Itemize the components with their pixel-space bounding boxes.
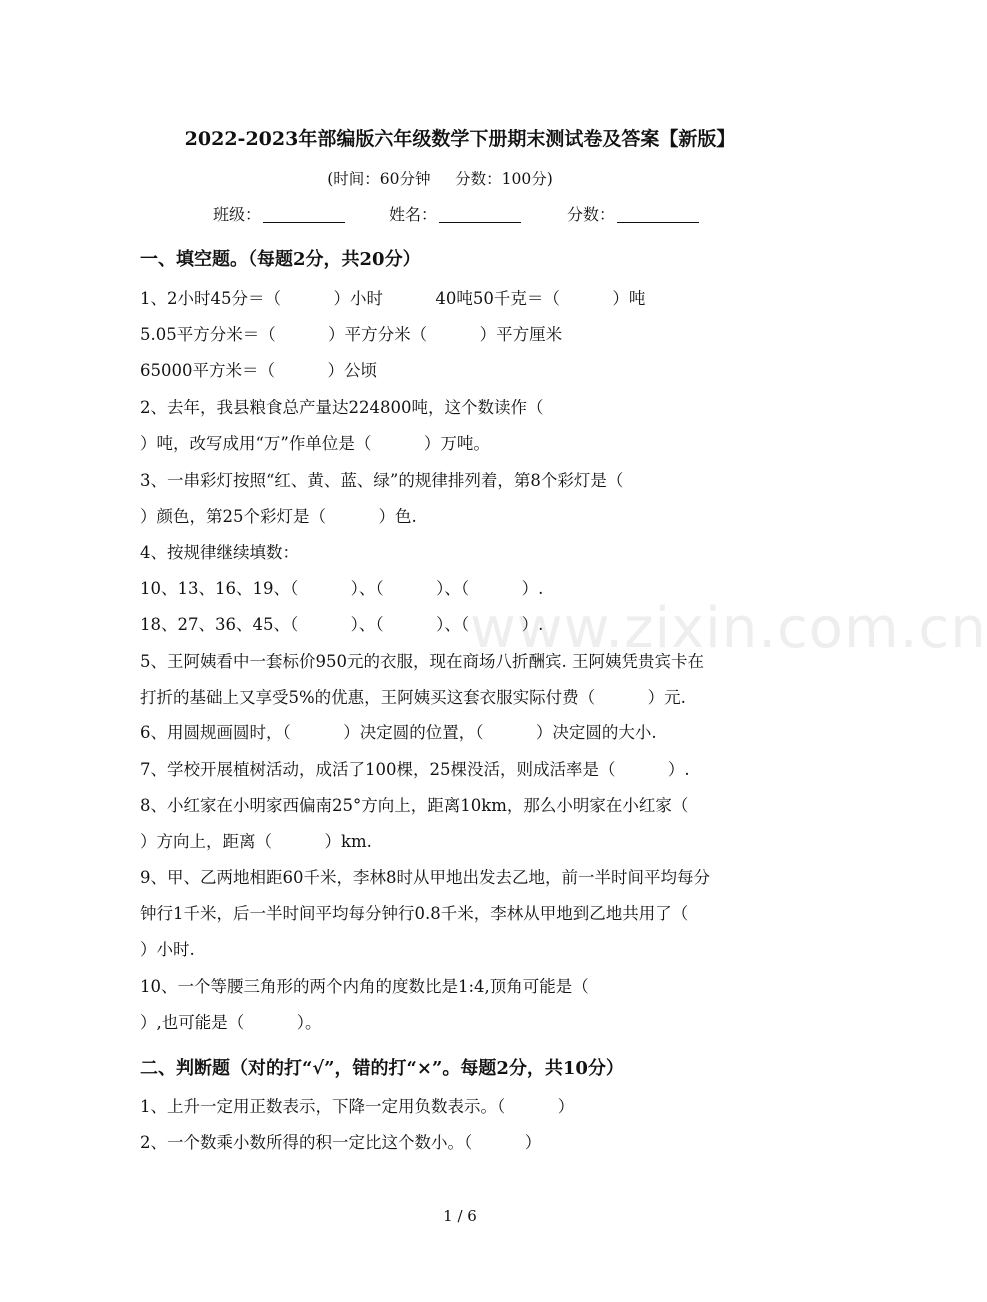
name-field [389,202,521,225]
question-line: ）小时. [140,940,195,959]
question-line: 18、27、36、45、（ ）、（ ）、（ ）. [140,615,544,634]
question-line: 钟行1千米，后一半时间平均每分钟行0.8千米，李林从甲地到乙地共用了（ [140,904,689,923]
class-field [213,202,345,225]
question-line: 8、小红家在小明家西偏南25°方向上，距离10km，那么小明家在小红家（ [140,796,689,815]
name-label: 姓名： [389,205,438,224]
question-line: 4、按规律继续填数： [140,543,299,562]
question-line: 7、学校开展植树活动，成活了100棵，25棵没活，则成活率是（ ）. [140,760,690,779]
question-line: 1、上升一定用正数表示，下降一定用负数表示。（ ） [140,1097,575,1116]
exam-time-and-score: (时间：60分钟 分数：100分) [327,170,553,188]
question-line: 打折的基础上又享受5%的优惠，王阿姨买这套衣服实际付费（ ）元. [140,688,686,707]
class-label: 班级： [213,205,262,224]
question-line: 2、一个数乘小数所得的积一定比这个数小。（ ） [140,1133,542,1152]
page-number: 1 / 6 [443,1207,477,1225]
question-line: ）方向上，距离（ ）km. [140,832,372,851]
score-label: 分数： [567,205,616,224]
question-line: ）,也可能是（ ）。 [140,1013,322,1032]
question-line: 5、王阿姨看中一套标价950元的衣服，现在商场八折酬宾. 王阿姨凭贵宾卡在 [140,652,704,671]
question-line: 10、13、16、19、（ ）、（ ）、（ ）. [140,579,544,598]
name-blank [439,206,521,223]
question-line: 1、2小时45分＝（ ）小时 40吨50千克＝（ ）吨 [140,289,646,308]
section-2-heading: 二、判断题（对的打“√”，错的打“×”。每题2分，共10分） [140,1058,624,1079]
watermark: www.zixin.com.cn [470,596,987,661]
question-line: 6、用圆规画圆时，（ ）决定圆的位置，（ ）决定圆的大小. [140,723,657,742]
score-blank [617,206,699,223]
section-1-heading: 一、填空题。（每题2分，共20分） [140,249,421,270]
question-line: 65000平方米＝（ ）公顷 [140,361,377,380]
document-title: 2022-2023年部编版六年级数学下册期末测试卷及答案【新版】 [184,128,736,150]
question-line: 3、一串彩灯按照“红、黄、蓝、绿”的规律排列着，第8个彩灯是（ [140,471,624,490]
question-line: ）吨，改写成用“万”作单位是（ ）万吨。 [140,434,490,453]
question-line: 2、去年，我县粮食总产量达224800吨，这个数读作（ [140,398,544,417]
class-blank [263,206,345,223]
question-line: ）颜色，第25个彩灯是（ ）色. [140,507,417,526]
question-line: 5.05平方分米＝（ ）平方分米（ ）平方厘米 [140,325,563,344]
question-line: 10、一个等腰三角形的两个内角的度数比是1:4,顶角可能是（ [140,977,589,996]
question-line: 9、甲、乙两地相距60千米，李林8时从甲地出发去乙地，前一半时间平均每分 [140,868,710,887]
score-field [567,202,699,225]
